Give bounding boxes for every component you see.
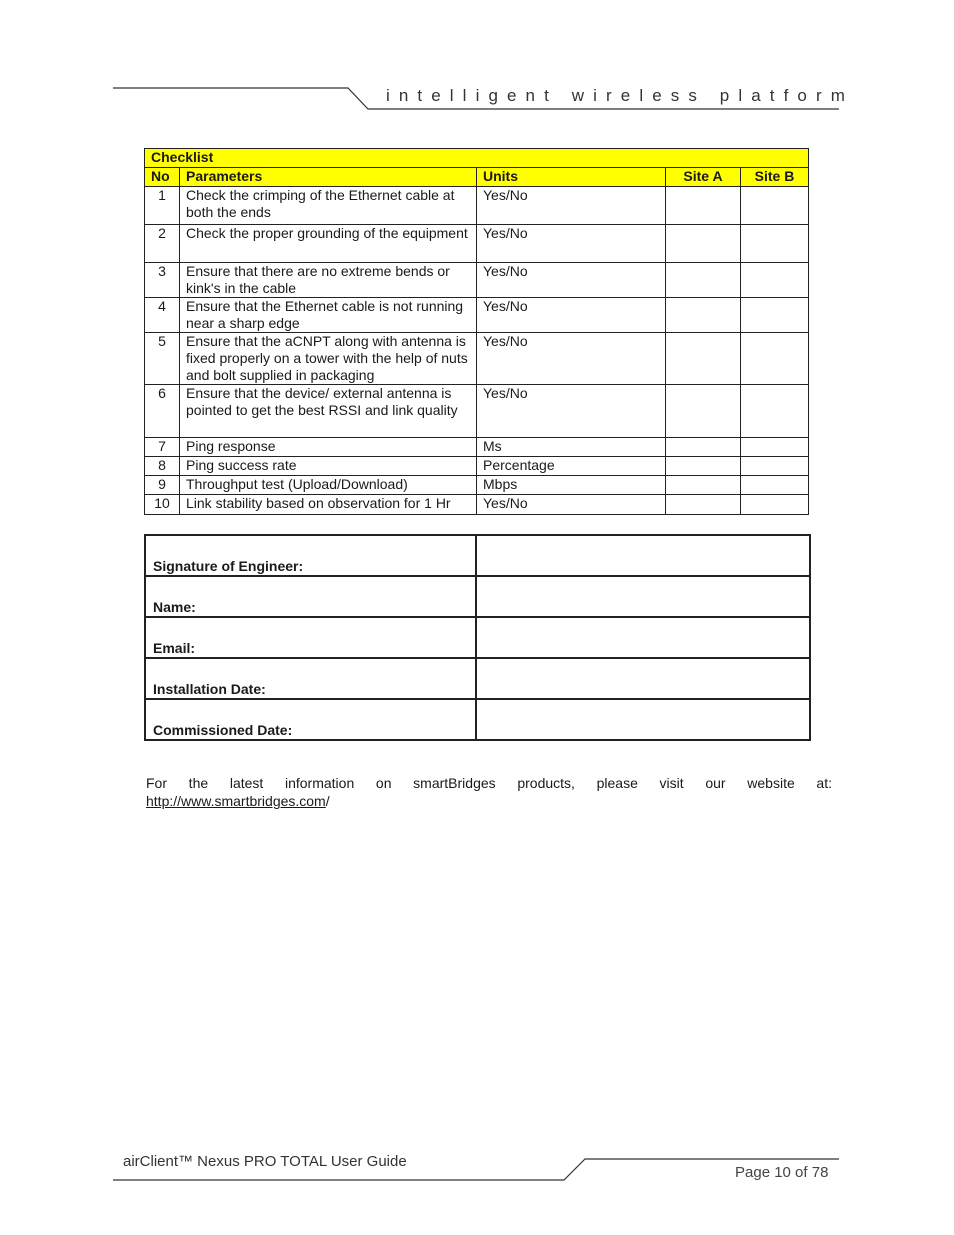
signoff-row [145,576,810,617]
row-parameter: Throughput test (Upload/Download) [180,476,477,495]
table-row [145,438,809,457]
website-link[interactable]: http://www.smartbridges.com [146,793,326,809]
commissioned-date-field[interactable] [476,699,810,740]
name-field[interactable] [476,576,810,617]
row-no: 10 [145,495,180,515]
signoff-label: Commissioned Date: [145,699,476,740]
row-units: Yes/No [477,263,666,298]
row-site-a[interactable] [666,298,741,333]
header-tagline: intelligent wireless platform [386,86,854,105]
col-header-no: No [145,168,180,187]
row-parameter: Ping success rate [180,457,477,476]
row-parameter: Ensure that there are no extreme bends or kink's in the cable [180,263,477,298]
row-units: Yes/No [477,495,666,515]
table-row [145,187,809,225]
row-site-a[interactable] [666,438,741,457]
signature-field[interactable] [476,535,810,576]
table-row [145,476,809,495]
signoff-row [145,658,810,699]
row-parameter: Link stability based on observation for 1 Hr [180,495,477,515]
row-site-a[interactable] [666,187,741,225]
row-no: 2 [145,225,180,263]
row-parameter: Ensure that the device/ external antenna is pointed to get the best RSSI and link quality [180,385,477,438]
row-site-b[interactable] [741,333,809,385]
row-units: Mbps [477,476,666,495]
row-no: 6 [145,385,180,438]
row-site-b[interactable] [741,438,809,457]
col-header-units: Units [477,168,666,187]
table-row [145,225,809,263]
website-link-suffix: / [325,793,330,809]
row-parameter: Check the proper grounding of the equipment [180,225,477,263]
row-parameter: Check the crimping of the Ethernet cable at both the ends [180,187,477,225]
row-units: Yes/No [477,187,666,225]
signoff-row [145,699,810,740]
col-header-site-a: Site A [666,168,741,187]
col-header-parameters: Parameters [180,168,477,187]
row-site-a[interactable] [666,476,741,495]
row-site-a[interactable] [666,333,741,385]
col-header-site-b: Site B [741,168,809,187]
row-units: Yes/No [477,225,666,263]
row-units: Yes/No [477,385,666,438]
signoff-table [144,534,811,741]
installation-date-field[interactable] [476,658,810,699]
page-number: Page 10 of 78 [735,1164,829,1181]
row-parameter: Ensure that the aCNPT along with antenna is fixed properly on a tower with the help of nuts and bolt supplied in packaging [180,333,477,385]
row-site-a[interactable] [666,495,741,515]
row-units: Percentage [477,457,666,476]
signoff-label: Signature of Engineer: [145,535,476,576]
row-no: 5 [145,333,180,385]
row-no: 1 [145,187,180,225]
signoff-row [145,617,810,658]
signoff-label: Installation Date: [145,658,476,699]
row-site-b[interactable] [741,263,809,298]
table-row [145,298,809,333]
checklist-header-row [145,168,809,187]
signoff-row [145,535,810,576]
row-site-b[interactable] [741,476,809,495]
row-site-b[interactable] [741,457,809,476]
row-site-b[interactable] [741,187,809,225]
table-row [145,263,809,298]
row-site-b[interactable] [741,495,809,515]
footer-doc-title: airClient™ Nexus PRO TOTAL User Guide [123,1153,407,1170]
table-row [145,457,809,476]
row-no: 9 [145,476,180,495]
signoff-label: Name: [145,576,476,617]
row-no: 7 [145,438,180,457]
row-no: 4 [145,298,180,333]
email-field[interactable] [476,617,810,658]
row-site-b[interactable] [741,225,809,263]
row-units: Yes/No [477,298,666,333]
table-row [145,385,809,438]
table-row [145,333,809,385]
row-parameter: Ping response [180,438,477,457]
row-site-a[interactable] [666,457,741,476]
checklist-title: Checklist [145,149,809,168]
row-site-a[interactable] [666,225,741,263]
row-parameter: Ensure that the Ethernet cable is not running near a sharp edge [180,298,477,333]
row-site-a[interactable] [666,385,741,438]
checklist-title-row [145,149,809,168]
signoff-label: Email: [145,617,476,658]
row-units: Yes/No [477,333,666,385]
website-line [146,793,330,810]
checklist-table [144,148,809,515]
row-site-a[interactable] [666,263,741,298]
row-site-b[interactable] [741,385,809,438]
row-site-b[interactable] [741,298,809,333]
row-units: Ms [477,438,666,457]
row-no: 8 [145,457,180,476]
row-no: 3 [145,263,180,298]
info-note: For the latest information on smartBridges products, please visit our website at: [146,775,832,791]
table-row [145,495,809,515]
